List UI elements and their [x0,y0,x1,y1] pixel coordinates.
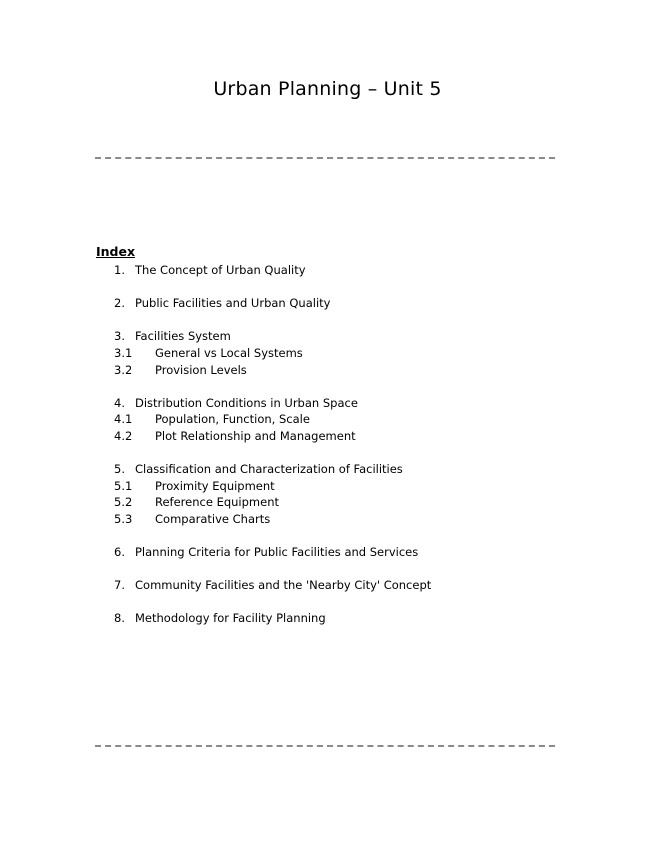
subentry-title: Proximity Equipment [155,478,275,493]
index-entry [0,544,655,561]
bottom-dashed-divider [95,745,555,747]
entry-number: 2. [114,296,125,311]
entry-number: 4. [114,395,125,410]
subentry-title: General vs Local Systems [155,345,303,360]
index-entry [0,461,655,478]
index-subentry [0,478,655,495]
index-entry [0,328,655,345]
entry-number: 1. [114,263,125,277]
entry-title: Community Facilities and the 'Nearby City' Concept [135,578,432,593]
index-subentry [0,362,655,379]
top-dashed-divider [95,157,555,159]
subentry-number: 4.2 [114,428,133,443]
index-entry [0,395,655,412]
subentry-number: 5.3 [114,511,133,526]
entry-title: Methodology for Facility Planning [135,611,326,626]
index-list [0,262,655,627]
entry-title: Facilities System [135,329,231,344]
subentry-title: Comparative Charts [155,511,271,526]
index-subentry [0,428,655,445]
entry-number: 8. [114,611,125,626]
index-subentry [0,345,655,362]
entry-number: 7. [114,578,125,593]
subentry-number: 3.1 [114,345,133,360]
index-subentry [0,494,655,511]
entry-title: Distribution Conditions in Urban Space [135,395,358,410]
subentry-number: 5.1 [114,478,133,493]
index-subentry [0,511,655,528]
index-subentry [0,411,655,428]
index-entry [0,295,655,312]
subentry-title: Plot Relationship and Management [155,428,356,443]
entry-number: 6. [114,545,125,560]
index-heading: Index [96,244,136,259]
entry-title: The Concept of Urban Quality [135,263,306,277]
subentry-number: 4.1 [114,412,133,427]
subentry-number: 5.2 [114,495,133,510]
subentry-title: Reference Equipment [155,495,279,510]
index-entry [0,610,655,627]
entry-title: Public Facilities and Urban Quality [135,296,331,311]
subentry-title: Population, Function, Scale [155,412,310,427]
index-entry [0,262,655,279]
subentry-number: 3.2 [114,362,133,377]
entry-number: 5. [114,462,125,477]
entry-number: 3. [114,329,125,344]
entry-title: Classification and Characterization of Facilities [135,462,403,477]
index-entry [0,577,655,594]
subentry-title: Provision Levels [155,362,247,377]
entry-title: Planning Criteria for Public Facilities and Services [135,545,419,560]
page-title: Urban Planning – Unit 5 [213,78,442,100]
